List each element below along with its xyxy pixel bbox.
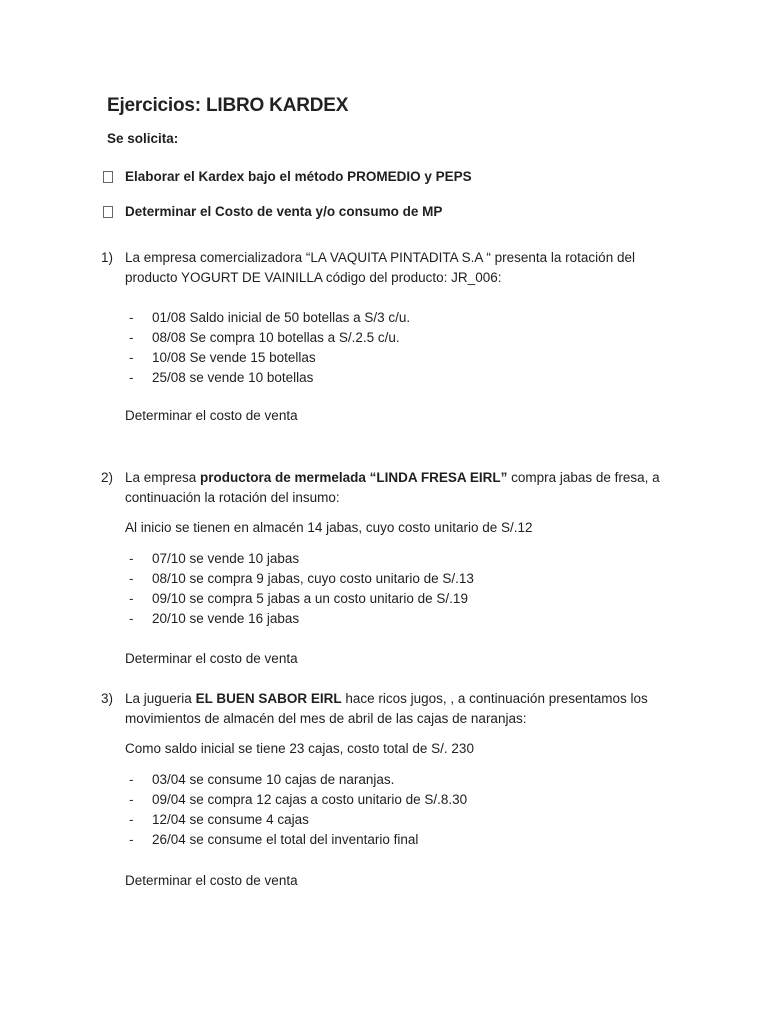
exercise-1-item: 25/08 se vende 10 botellas [152,370,314,385]
exercise-1-number: 1) [101,250,114,265]
exercise-3-text-line1: La jugueria EL BUEN SABOR EIRL hace ricos jugos, , a continuación presentamos los [125,691,648,706]
exercise-3-item: 03/04 se consume 10 cajas de naranjas. [152,772,395,787]
exercise-2-item: 08/10 se compra 9 jabas, cuyo costo unitario de S/.13 [152,571,474,586]
exercise-3-text-line2: movimientos de almacén del mes de abril de las cajas de naranjas: [125,711,527,726]
list-dash: - [129,591,134,606]
exercise-1-item: 01/08 Saldo inicial de 50 botellas a S/3 c/u. [152,310,411,325]
company-name: EL BUEN SABOR EIRL [195,691,342,706]
list-dash: - [129,350,134,365]
exercise-3-item: 12/04 se consume 4 cajas [152,812,309,827]
exercise-2-item: 20/10 se vende 16 jabas [152,611,300,626]
exercise-1-text-line2: producto YOGURT DE VAINILLA código del producto: JR_006: [125,270,502,285]
list-dash: - [129,330,134,345]
list-dash: - [129,792,134,807]
exercise-1-conclusion: Determinar el costo de venta [125,408,298,423]
exercise-2-text-line1: La empresa productora de mermelada “LINDA FRESA EIRL” compra jabas de fresa, a [125,470,660,485]
subtitle: Se solicita: [107,131,179,146]
requirement-1: Elaborar el Kardex bajo el método PROMEDIO y PEPS [125,169,472,184]
exercise-1-text-line1: La empresa comercializadora “LA VAQUITA PINTADITA S.A “ presenta la rotación del [125,250,635,265]
exercise-2-item: 07/10 se vende 10 jabas [152,551,300,566]
list-dash: - [129,812,134,827]
exercise-2-intro: Al inicio se tienen en almacén 14 jabas, cuyo costo unitario de S/.12 [125,520,533,535]
list-dash: - [129,370,134,385]
list-dash: - [129,571,134,586]
bullet-icon [103,206,113,218]
exercise-3-conclusion: Determinar el costo de venta [125,873,298,888]
exercise-3-item: 26/04 se consume el total del inventario final [152,832,419,847]
list-dash: - [129,551,134,566]
exercise-2-text-line2: continuación la rotación del insumo: [125,490,340,505]
exercise-1-item: 08/08 Se compra 10 botellas a S/.2.5 c/u. [152,330,400,345]
page-title: Ejercicios: LIBRO KARDEX [107,95,349,116]
list-dash: - [129,611,134,626]
exercise-3-number: 3) [101,691,114,706]
exercise-2-conclusion: Determinar el costo de venta [125,651,298,666]
list-dash: - [129,310,134,325]
requirement-2: Determinar el Costo de venta y/o consumo de MP [125,204,443,219]
list-dash: - [129,832,134,847]
company-name: productora de mermelada “LINDA FRESA EIRL” [200,470,508,485]
list-dash: - [129,772,134,787]
exercise-2-item: 09/10 se compra 5 jabas a un costo unitario de S/.19 [152,591,468,606]
exercise-3-intro: Como saldo inicial se tiene 23 cajas, costo total de S/. 230 [125,741,474,756]
exercise-2-number: 2) [101,470,114,485]
bullet-icon [103,171,113,183]
exercise-1-item: 10/08 Se vende 15 botellas [152,350,316,365]
exercise-3-item: 09/04 se compra 12 cajas a costo unitario de S/.8.30 [152,792,468,807]
